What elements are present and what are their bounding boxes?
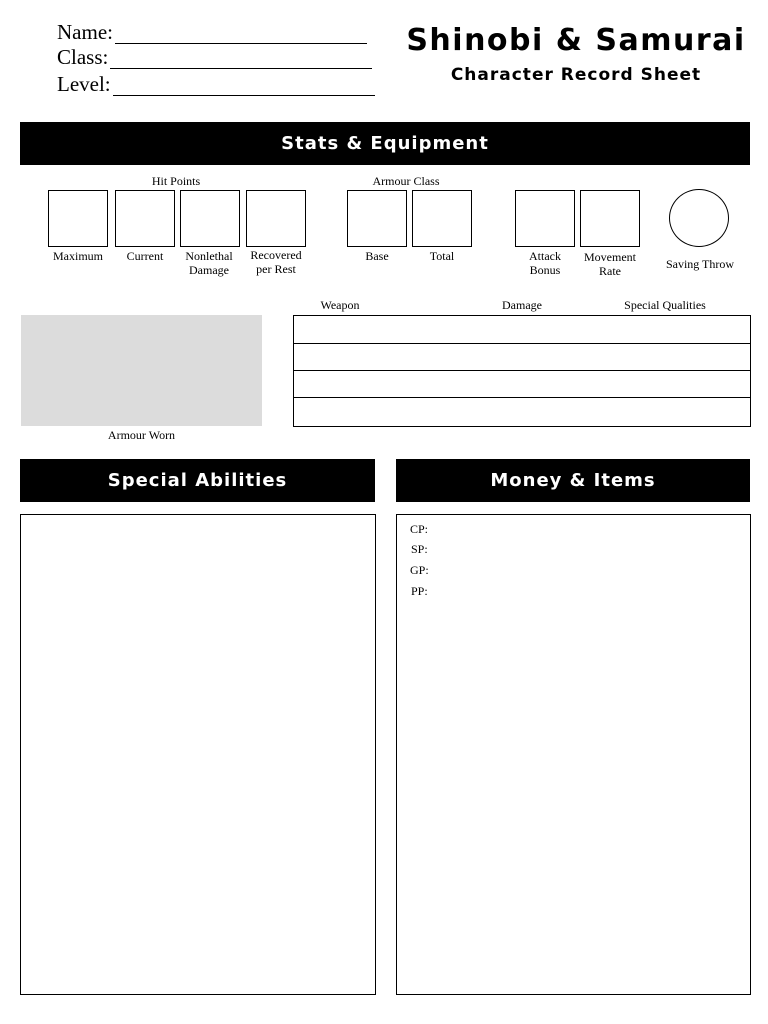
weapon-row[interactable]	[293, 370, 751, 398]
weapon-row[interactable]	[293, 343, 751, 371]
level-label: Level:	[57, 72, 111, 96]
movement-rate-label: Movement Rate	[584, 250, 636, 278]
damage-column-header: Damage	[502, 298, 542, 312]
section-title-money: Money & Items	[490, 470, 656, 491]
hp-nonlethal-box[interactable]	[180, 190, 240, 247]
money-pp-label: PP:	[411, 584, 428, 598]
special-qualities-column-header: Special Qualities	[624, 298, 706, 312]
movement-rate-box[interactable]	[580, 190, 640, 247]
section-title-abilities: Special Abilities	[107, 470, 288, 491]
weapon-row[interactable]	[293, 397, 751, 427]
hp-maximum-box[interactable]	[48, 190, 108, 247]
attack-bonus-box[interactable]	[515, 190, 575, 247]
class-label: Class:	[57, 45, 109, 69]
special-abilities-box[interactable]	[20, 514, 376, 995]
hp-current-label: Current	[126, 249, 164, 263]
hit-points-title: Hit Points	[151, 174, 201, 188]
saving-throw-label: Saving Throw	[665, 257, 735, 271]
money-sp-label: SP:	[411, 542, 428, 556]
name-line[interactable]	[115, 24, 367, 44]
hp-nonlethal-label: Nonlethal Damage	[185, 249, 233, 277]
money-gp-label: GP:	[410, 563, 429, 577]
ac-total-box[interactable]	[412, 190, 472, 247]
name-label: Name:	[57, 20, 113, 44]
weapon-row[interactable]	[293, 315, 751, 344]
class-field[interactable]	[57, 45, 372, 69]
hp-current-box[interactable]	[115, 190, 175, 247]
hp-recovered-label: Recovered per Rest	[250, 248, 302, 276]
armour-worn-box[interactable]	[21, 315, 262, 426]
section-bar-money	[396, 459, 750, 502]
page-subtitle: Character Record Sheet	[450, 65, 702, 85]
hp-recovered-box[interactable]	[246, 190, 306, 247]
section-bar-abilities	[20, 459, 375, 502]
armour-worn-label: Armour Worn	[107, 428, 176, 442]
attack-bonus-label: Attack Bonus	[529, 249, 561, 277]
ac-total-label: Total	[429, 249, 455, 263]
armour-class-title: Armour Class	[372, 174, 440, 188]
name-field[interactable]	[57, 20, 367, 44]
money-items-box[interactable]	[396, 514, 751, 995]
weapon-column-header: Weapon	[320, 298, 360, 312]
hp-maximum-label: Maximum	[53, 249, 103, 263]
section-title-stats: Stats & Equipment	[281, 133, 489, 154]
level-field[interactable]	[57, 72, 375, 96]
page-title: Shinobi & Samurai	[406, 23, 746, 58]
saving-throw-circle[interactable]	[669, 189, 729, 247]
section-bar-stats	[20, 122, 750, 165]
class-line[interactable]	[110, 49, 372, 69]
level-line[interactable]	[113, 76, 375, 96]
ac-base-box[interactable]	[347, 190, 407, 247]
ac-base-label: Base	[365, 249, 389, 263]
money-cp-label: CP:	[410, 522, 429, 536]
